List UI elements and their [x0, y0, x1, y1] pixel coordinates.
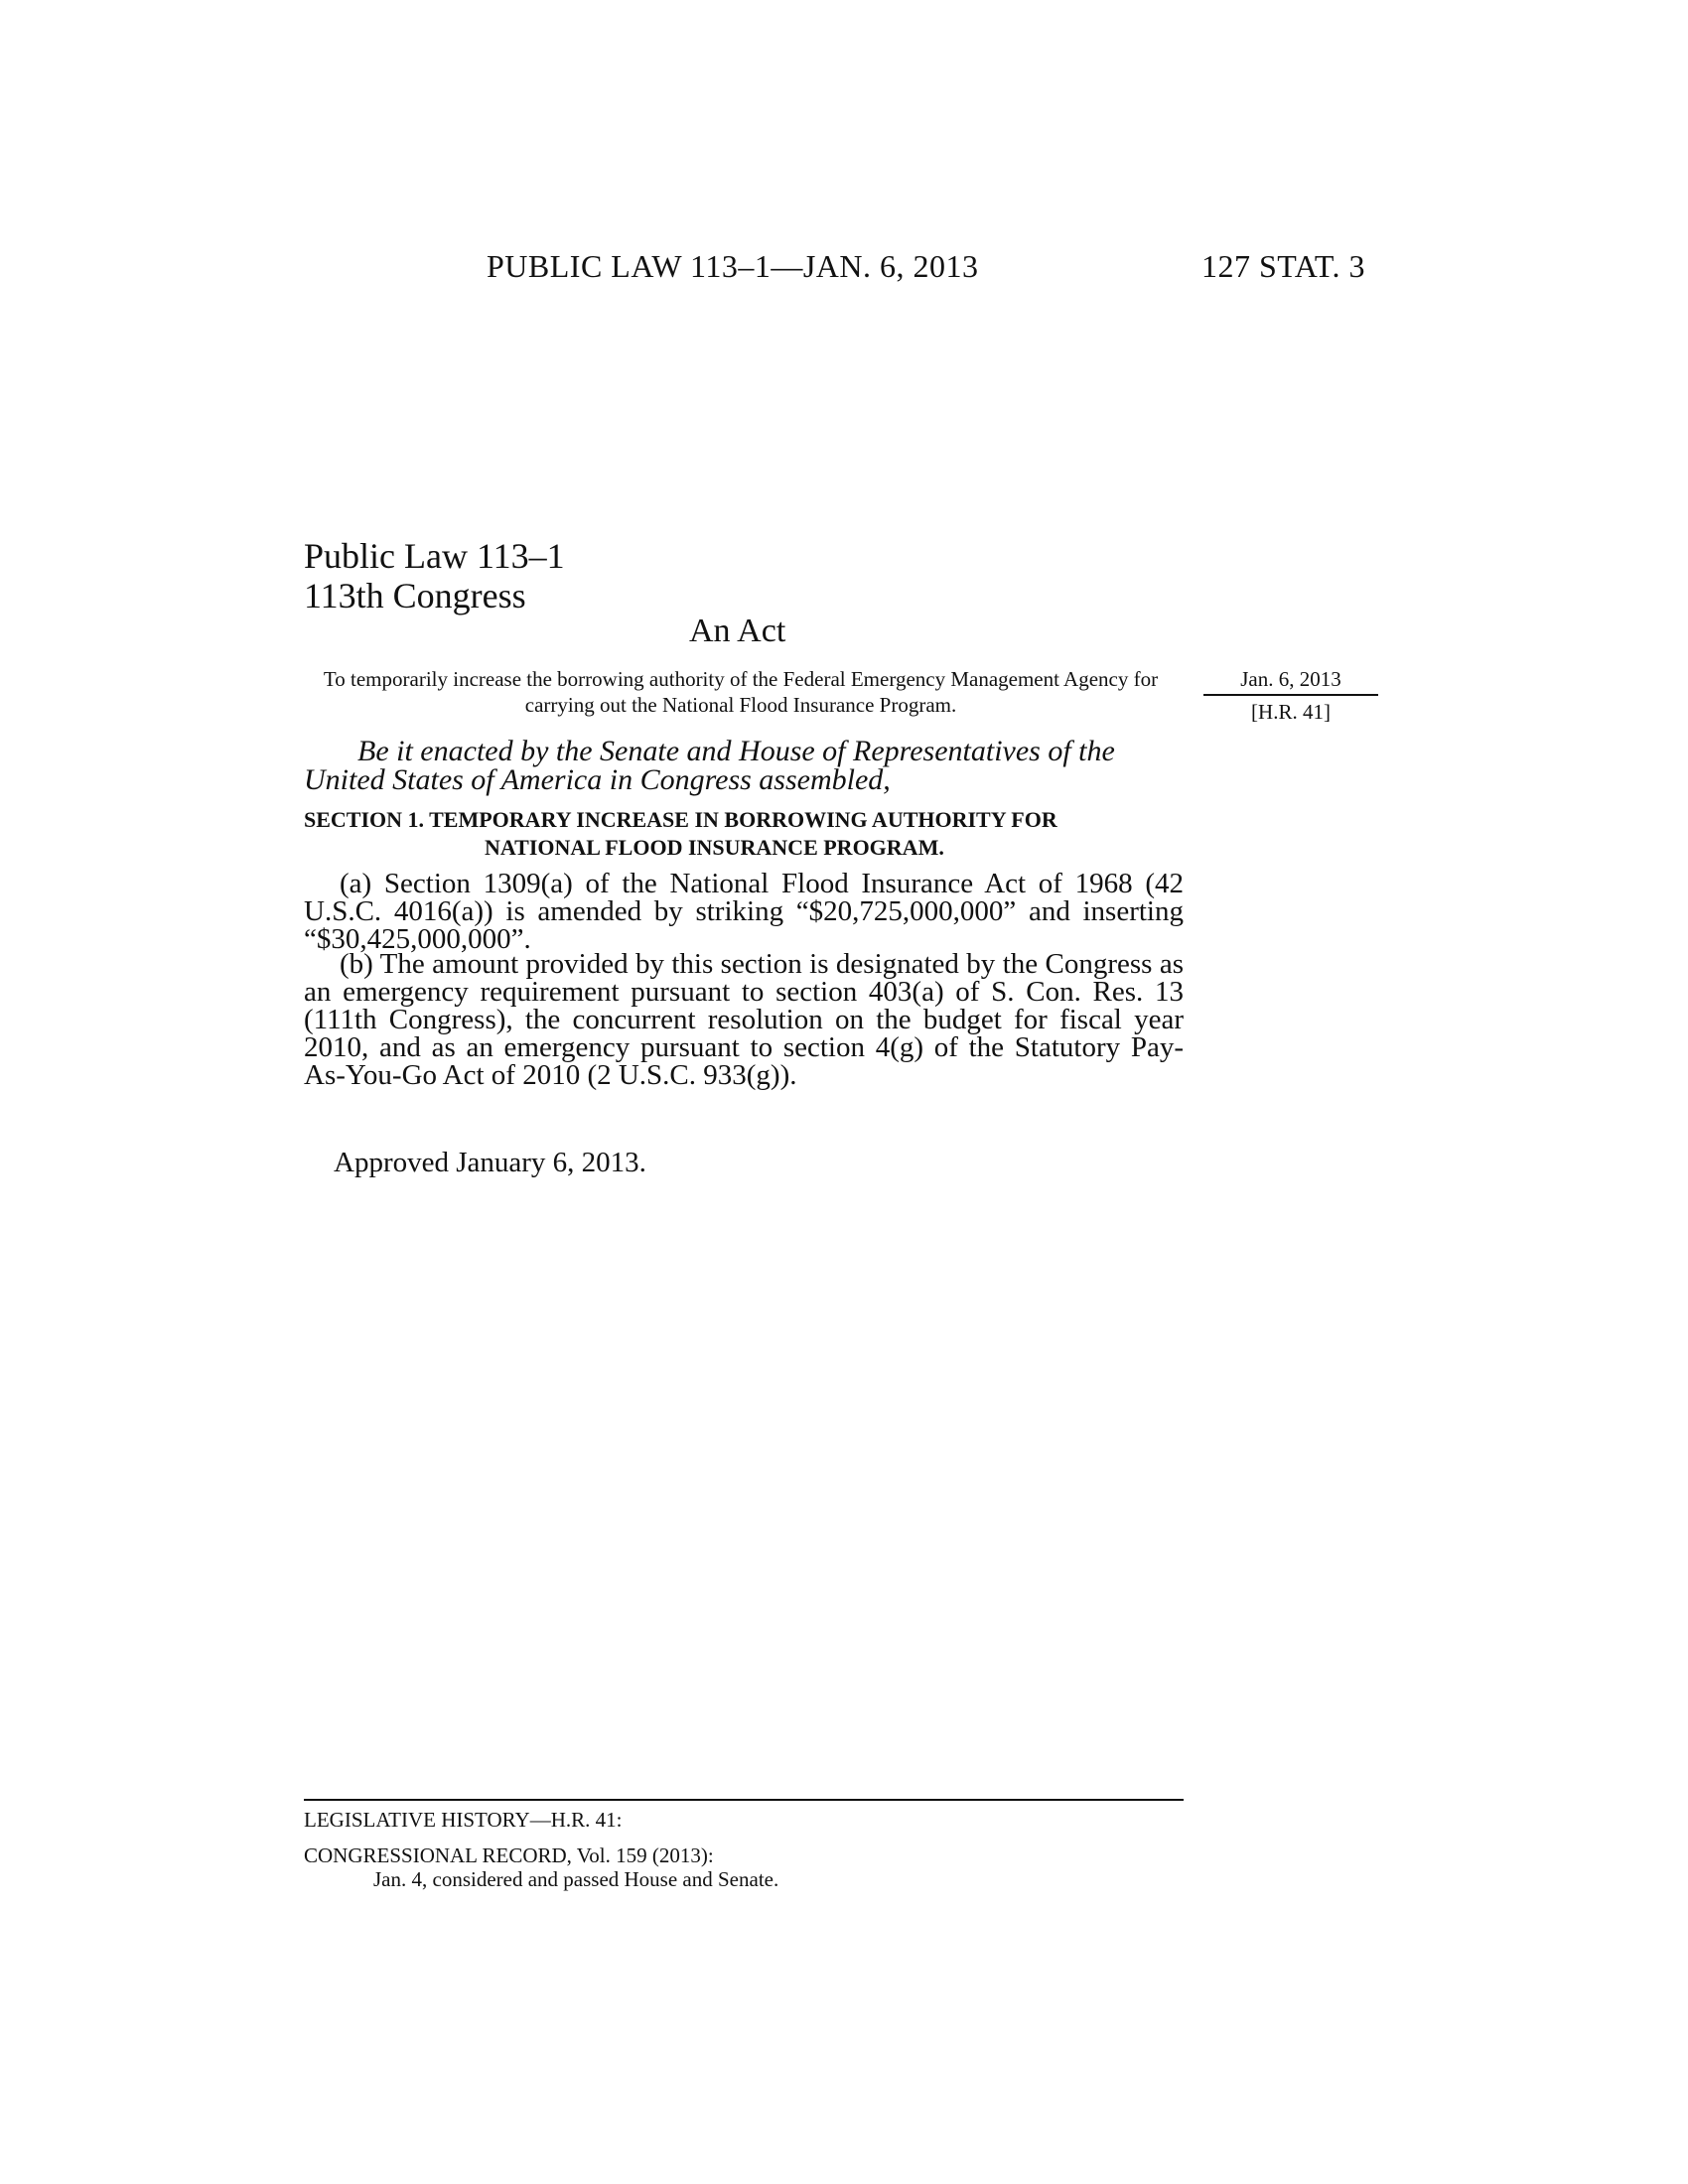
margin-note-date: Jan. 6, 2013 — [1240, 667, 1341, 691]
footer-divider — [304, 1799, 1184, 1801]
section-paragraph-b: (b) The amount provided by this section is designated by the Congress as an emergency requirement pursuant to section 403(a) of S. Con. Res. 13 (111th Congress), the concurrent resolution on the budget for fiscal year 2010, and as an emergency pursuant to section 4(g) of the Statutory Pay-As-You-Go Act of 2010 (2 U.S.C. 933(g)). — [304, 948, 1184, 1091]
congressional-record-citation: CONGRESSIONAL RECORD, Vol. 159 (2013): — [304, 1843, 714, 1867]
approval-date: Approved January 6, 2013. — [334, 1147, 646, 1178]
section-heading-line-2: NATIONAL FLOOD INSURANCE PROGRAM. — [485, 835, 944, 860]
section-paragraph-a: (a) Section 1309(a) of the National Flood Insurance Act of 1968 (42 U.S.C. 4016(a)) is amended by striking “$20,725,000,000” and inserting “$30,425,000,000”. — [304, 868, 1184, 955]
enacting-clause: Be it enacted by the Senate and House of Representatives of the United States of America in Congress assembled, — [304, 735, 1115, 796]
congress-number: 113th Congress — [304, 576, 526, 615]
legislative-history-heading: LEGISLATIVE HISTORY—H.R. 41: — [304, 1808, 623, 1832]
act-label: An Act — [689, 613, 786, 649]
legislative-action: Jan. 4, considered and passed House and Senate. — [373, 1867, 779, 1891]
section-heading-line-1: SECTION 1. TEMPORARY INCREASE IN BORROWING AUTHORITY FOR — [304, 807, 1057, 832]
public-law-number: Public Law 113–1 — [304, 536, 565, 576]
margin-note-bill-number: [H.R. 41] — [1251, 700, 1331, 724]
section-heading — [304, 806, 1178, 862]
statute-page-number: 127 STAT. 3 — [1201, 248, 1366, 284]
margin-note-divider — [1203, 694, 1378, 696]
running-header-title: PUBLIC LAW 113–1—JAN. 6, 2013 — [487, 248, 979, 284]
long-title: To temporarily increase the borrowing authority of the Federal Emergency Management Agency for carrying out the National Flood Insurance Program. — [323, 667, 1159, 717]
